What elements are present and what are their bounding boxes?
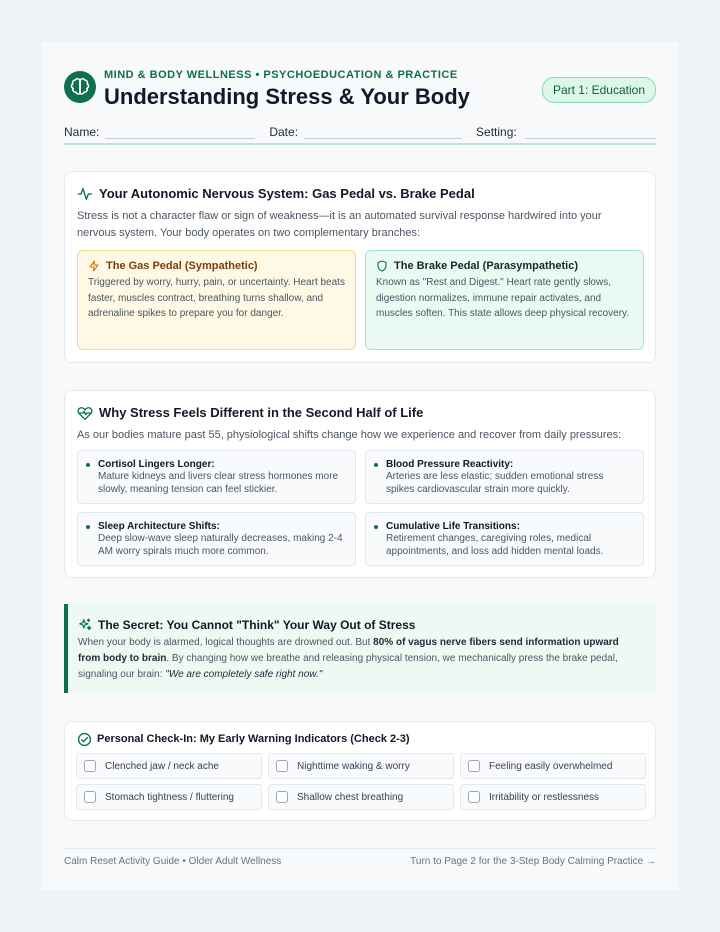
gas-pedal-box [77, 250, 356, 350]
checkbox-item[interactable] [76, 753, 262, 779]
lightning-icon [88, 260, 100, 272]
secret-text-bold: 80% of vagus nerve fibers send information upward from body to brain [78, 637, 619, 664]
aging-item-title: Cortisol Lingers Longer: [98, 459, 215, 470]
aging-item-cortisol [77, 450, 356, 504]
checkbox-item[interactable] [268, 753, 454, 779]
footer-right: Turn to Page 2 for the 3-Step Body Calming Practice → [410, 856, 656, 867]
sparkle-icon [78, 618, 92, 632]
bullet-dot [374, 463, 378, 467]
secret-text-start: When your body is alarmed, logical thoughts are drowned out. But [78, 637, 374, 648]
aging-title: Why Stress Feels Different in the Second Half of Life [99, 405, 424, 420]
aging-item-transitions [365, 512, 644, 566]
pulse-icon [77, 186, 93, 202]
checkbox-box[interactable] [276, 760, 288, 772]
brain-icon [70, 77, 90, 97]
secret-body [78, 635, 642, 683]
checkbox-item[interactable] [460, 784, 646, 810]
checkbox-item[interactable] [268, 784, 454, 810]
setting-label: Setting: [476, 125, 517, 139]
secret-title: The Secret: You Cannot "Think" Your Way Out of Stress [98, 618, 416, 632]
brake-pedal-title: The Brake Pedal (Parasympathetic) [394, 260, 579, 272]
secret-text-quote: "We are completely safe right now." [165, 669, 323, 680]
info-fields [64, 122, 656, 142]
page-title: Understanding Stress & Your Body [104, 84, 470, 109]
aging-item-title: Cumulative Life Transitions: [386, 521, 520, 532]
checkbox-item[interactable] [76, 784, 262, 810]
checkbox-label: Feeling easily overwhelmed [489, 760, 613, 772]
checkbox-box[interactable] [468, 791, 480, 803]
checkbox-box[interactable] [468, 760, 480, 772]
aging-item-body: Deep slow-wave sleep naturally decreases, making 2-4 AM worry spirals much more common. [98, 533, 343, 557]
checkbox-box[interactable] [84, 791, 96, 803]
bullet-dot [86, 525, 90, 529]
checkbox-label: Irritability or restlessness [489, 791, 600, 803]
name-label: Name: [64, 125, 100, 139]
date-label: Date: [269, 125, 299, 139]
nervous-system-intro: Stress is not a character flaw or sign of weakness—it is an automated survival response hardwired into your nervous system. Your body operates on two complementary branches: [77, 210, 602, 239]
header-divider [64, 143, 656, 145]
footer-left: Calm Reset Activity Guide • Older Adult Wellness [64, 856, 282, 867]
nervous-system-card [64, 171, 656, 363]
checkbox-label: Nighttime waking & worry [297, 760, 410, 772]
bullet-dot [86, 463, 90, 467]
aging-item-blood-pressure [365, 450, 644, 504]
part-badge: Part 1: Education [542, 77, 656, 103]
nervous-system-title: Your Autonomic Nervous System: Gas Pedal vs. Brake Pedal [99, 186, 475, 201]
gas-pedal-body: Triggered by worry, hurry, pain, or uncertainty. Heart beats faster, muscles contract, breathing turns shallow, and adrenaline spikes to prepare you for danger. [88, 277, 345, 319]
aging-item-title: Sleep Architecture Shifts: [98, 521, 220, 532]
aging-item-body: Retirement changes, caregiving roles, medical appointments, and loss add hidden mental loads. [386, 533, 604, 557]
worksheet-page [42, 42, 678, 890]
gas-pedal-title: The Gas Pedal (Sympathetic) [106, 260, 258, 272]
aging-intro: As our bodies mature past 55, physiological shifts change how we experience and recover from daily pressures: [77, 429, 622, 441]
checkbox-box[interactable] [276, 791, 288, 803]
checkin-title: Personal Check-In: My Early Warning Indicators (Check 2-3) [97, 733, 410, 745]
aging-card [64, 390, 656, 578]
bullet-dot [374, 525, 378, 529]
checkbox-label: Clenched jaw / neck ache [105, 760, 219, 772]
checkbox-label: Shallow chest breathing [297, 791, 404, 803]
checkbox-item[interactable] [460, 753, 646, 779]
aging-item-sleep [77, 512, 356, 566]
header-eyebrow: MIND & BODY WELLNESS • PSYCHOEDUCATION & PRACTICE [104, 69, 458, 81]
brake-pedal-body: Known as "Rest and Digest." Heart rate gently slows, digestion normalizes, immune repair activates, and muscles soften. This state allows deep physical recovery. [376, 277, 630, 319]
checkbox-label: Stomach tightness / fluttering [105, 791, 234, 803]
aging-item-title: Blood Pressure Reactivity: [386, 459, 514, 470]
checkin-card [64, 721, 656, 821]
checkbox-box[interactable] [84, 760, 96, 772]
setting-field[interactable] [525, 126, 656, 139]
check-circle-icon [77, 732, 92, 747]
brain-logo [64, 71, 96, 103]
heart-pulse-icon [77, 405, 93, 421]
aging-item-body: Arteries are less elastic; sudden emotional stress spikes cardiovascular strain more quickly. [386, 471, 604, 495]
secret-callout [64, 604, 656, 693]
date-field[interactable] [304, 126, 462, 139]
aging-item-body: Mature kidneys and livers clear stress hormones more slowly, meaning tension can feel stickier. [98, 471, 339, 495]
brake-pedal-box [365, 250, 644, 350]
name-field[interactable] [105, 126, 255, 139]
footer-divider [64, 848, 656, 849]
secret-text-mid: . By changing how we breathe and releasing physical tension, we mechanically press the brake pedal, signaling our brain: [78, 653, 618, 680]
shield-icon [376, 260, 388, 272]
